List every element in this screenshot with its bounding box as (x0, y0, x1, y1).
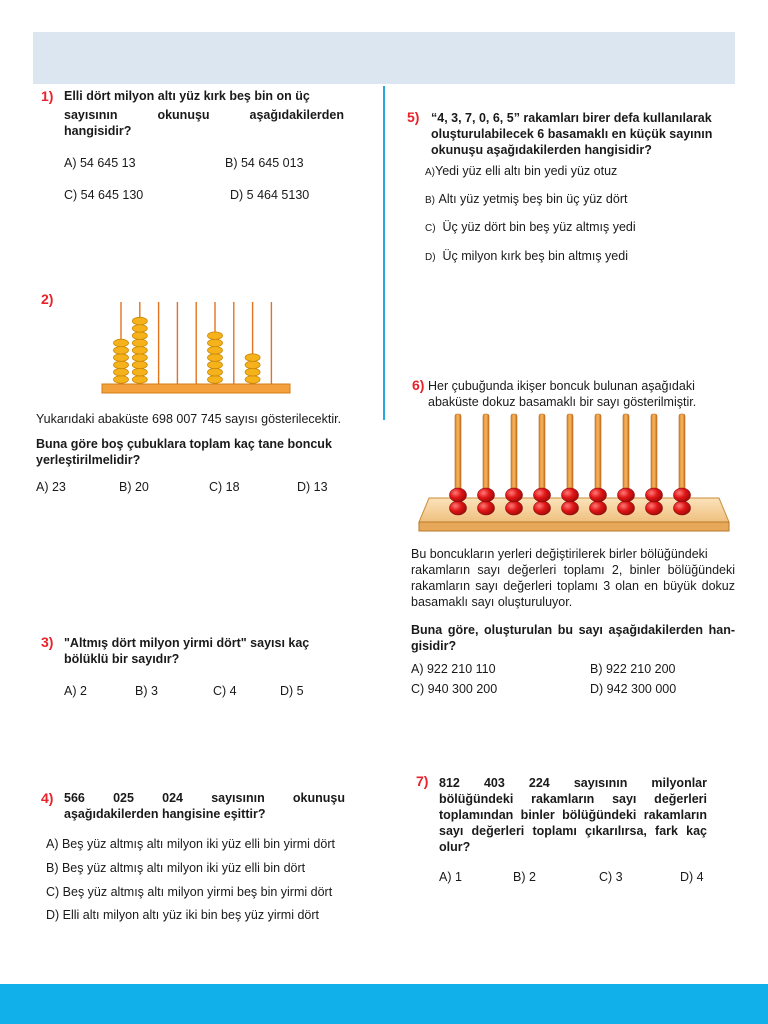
question-5-number: 5) (407, 109, 420, 125)
abacus-bead (208, 339, 223, 347)
abacus-bead (208, 347, 223, 355)
abacus-bead (132, 361, 147, 369)
question-7-option-b[interactable]: B) 2 (513, 870, 536, 884)
question-6-paragraph-line3: rakamların sayı değerleri toplamı 3 olan en büyük dokuz (411, 579, 735, 593)
abacus-bead (674, 488, 691, 502)
option-text: Üç milyon kırk beş bin altmış yedi (442, 249, 628, 263)
question-6-paragraph-line1: Bu boncukların yerleri değiştirilerek birler bölüğündeki (411, 547, 708, 561)
abacus-bead (478, 501, 495, 515)
question-2-option-d[interactable]: D) 13 (297, 480, 328, 494)
column-divider (383, 86, 385, 420)
abacus-base-front (419, 522, 729, 531)
question-3-text-line1: "Altmış dört milyon yirmi dört" sayısı kaç (64, 636, 310, 650)
header-band (33, 32, 735, 84)
question-4-option-c[interactable]: C) Beş yüz altmış altı milyon yirmi beş bin yirmi dört (46, 885, 333, 899)
question-7-text-line3: toplamından binler bölüğündeki rakamların (439, 808, 707, 822)
option-text: Yedi yüz elli altı bin yedi yüz otuz (435, 164, 618, 178)
abacus-bead (646, 488, 663, 502)
question-1-option-a[interactable]: A) 54 645 13 (64, 156, 136, 170)
question-5-option-d[interactable] (425, 249, 628, 263)
question-2-text-line1: Buna göre boş çubuklara toplam kaç tane boncuk (36, 437, 332, 451)
abacus-bead (132, 376, 147, 384)
question-1-text-line1: Elli dört milyon altı yüz kırk beş bin on üç (64, 89, 310, 103)
abacus-bead (132, 368, 147, 376)
question-6-paragraph-line4: basamaklı sayı oluşturuluyor. (411, 595, 573, 609)
question-5-text-line1: “4, 3, 7, 0, 6, 5” rakamları birer defa kullanılarak (431, 111, 712, 125)
question-6-paragraph-line2: rakamların sayı değerleri toplamı 2, binler bölüğündeki (411, 563, 735, 577)
abacus-bead (245, 368, 260, 376)
question-7-text-line2: bölüğündeki rakamların sayı değerleri (439, 792, 707, 806)
question-1-option-b[interactable]: B) 54 645 013 (225, 156, 304, 170)
abacus-bead (208, 361, 223, 369)
question-3-text-line2: bölüklü bir sayıdır? (64, 652, 180, 666)
option-letter: C) (425, 223, 436, 234)
question-7-text-line4: sayı değerleri toplamı çıkarılırsa, fark kaç (439, 824, 707, 838)
question-7-number: 7) (416, 773, 429, 789)
question-4-number: 4) (41, 790, 54, 806)
question-1-option-c[interactable]: C) 54 645 130 (64, 188, 144, 202)
abacus-bead (114, 368, 129, 376)
question-6-text-line2: gisidir? (411, 639, 457, 653)
option-text: Altı yüz yetmiş beş bin üç yüz dört (438, 192, 628, 206)
abacus-bead (114, 361, 129, 369)
question-6-text-line2: abaküste dokuz basamaklı bir sayı gösterilmiştir. (428, 395, 697, 409)
question-6-number: 6) (412, 377, 425, 393)
question-5-text-line3: okunuşu aşağıdakilerden hangisidir? (431, 143, 652, 157)
question-1-option-d[interactable]: D) 5 464 5130 (230, 188, 310, 202)
abacus-bead (114, 354, 129, 362)
question-4-option-a[interactable]: A) Beş yüz altmış altı milyon iki yüz elli bin yirmi dört (46, 837, 335, 851)
abacus-bead (208, 368, 223, 376)
option-letter: B) (425, 195, 435, 206)
question-2-abacus (98, 298, 294, 396)
abacus-bead (506, 488, 523, 502)
abacus-bead (208, 376, 223, 384)
question-7-option-a[interactable]: A) 1 (439, 870, 462, 884)
abacus-base (102, 384, 290, 393)
abacus-bead (208, 354, 223, 362)
question-3-option-d[interactable]: D) 5 (280, 684, 304, 698)
question-4-text-line2: aşağıdakilerden hangisine eşittir? (64, 807, 266, 821)
question-4-option-b[interactable]: B) Beş yüz altmış altı milyon iki yüz elli bin dört (46, 861, 306, 875)
question-2-option-a[interactable]: A) 23 (36, 480, 66, 494)
question-1-number: 1) (41, 88, 54, 104)
abacus-bead (506, 501, 523, 515)
question-5-option-a[interactable] (425, 164, 617, 178)
abacus-bead (132, 354, 147, 362)
question-6-option-b[interactable]: B) 922 210 200 (590, 662, 676, 676)
abacus-bead (132, 317, 147, 325)
abacus-bead (534, 501, 551, 515)
question-2-statement: Yukarıdaki abaküste 698 007 745 sayısı gösterilecektir. (36, 412, 342, 426)
question-6-option-d[interactable]: D) 942 300 000 (590, 682, 677, 696)
abacus-bead (478, 488, 495, 502)
question-2-number: 2) (41, 291, 54, 307)
option-text: Üç yüz dört bin beş yüz altmış yedi (442, 220, 636, 234)
question-5-option-c[interactable] (425, 220, 636, 234)
question-4-option-d[interactable]: D) Elli altı milyon altı yüz iki bin beş yüz yirmi dört (46, 908, 319, 922)
question-6-text-line1: Her çubuğunda ikişer boncuk bulunan aşağıdaki (428, 379, 695, 393)
question-5-option-b[interactable] (425, 192, 627, 206)
question-2-text-line2: yerleştirilmelidir? (36, 453, 141, 467)
abacus-bead (114, 376, 129, 384)
abacus-bead (245, 376, 260, 384)
question-1-text-line3: hangisidir? (64, 124, 132, 138)
abacus-bead (208, 332, 223, 340)
abacus-bead (618, 501, 635, 515)
option-letter: A) (425, 167, 435, 178)
question-4-text-line1: 566 025 024 sayısının okunuşu (64, 791, 345, 805)
question-7-option-c[interactable]: C) 3 (599, 870, 623, 884)
abacus-bead (245, 361, 260, 369)
question-3-option-c[interactable]: C) 4 (213, 684, 237, 698)
abacus-bead (562, 488, 579, 502)
question-7-text-line1: 812 403 224 sayısının milyonlar (439, 776, 707, 790)
question-7-option-d[interactable]: D) 4 (680, 870, 704, 884)
question-1-text-line2: sayısının okunuşu aşağıdakilerden (64, 108, 344, 122)
abacus-bead (132, 332, 147, 340)
option-letter: D) (425, 252, 436, 263)
footer-band (0, 984, 768, 1024)
abacus-bead (450, 488, 467, 502)
question-3-number: 3) (41, 634, 54, 650)
abacus-bead (132, 325, 147, 333)
abacus-bead (534, 488, 551, 502)
question-7-text-line5: olur? (439, 840, 471, 854)
question-2-option-c[interactable]: C) 18 (209, 480, 240, 494)
abacus-bead (114, 339, 129, 347)
question-6-abacus (415, 410, 733, 534)
abacus-bead (618, 488, 635, 502)
abacus-bead (646, 501, 663, 515)
question-6-text-line1: Buna göre, oluşturulan bu sayı aşağıdakilerden han- (411, 623, 735, 637)
question-2-option-b[interactable]: B) 20 (119, 480, 149, 494)
abacus-bead (590, 488, 607, 502)
abacus-bead (674, 501, 691, 515)
abacus-bead (245, 354, 260, 362)
abacus-bead (132, 347, 147, 355)
abacus-bead (114, 347, 129, 355)
question-3-option-a[interactable]: A) 2 (64, 684, 87, 698)
abacus-bead (450, 501, 467, 515)
question-3-option-b[interactable]: B) 3 (135, 684, 158, 698)
question-5-text-line2: oluşturulabilecek 6 basamaklı en küçük sayının (431, 127, 713, 141)
question-6-option-a[interactable]: A) 922 210 110 (411, 662, 496, 676)
abacus-bead (562, 501, 579, 515)
question-6-option-c[interactable]: C) 940 300 200 (411, 682, 498, 696)
abacus-bead (132, 339, 147, 347)
abacus-bead (590, 501, 607, 515)
